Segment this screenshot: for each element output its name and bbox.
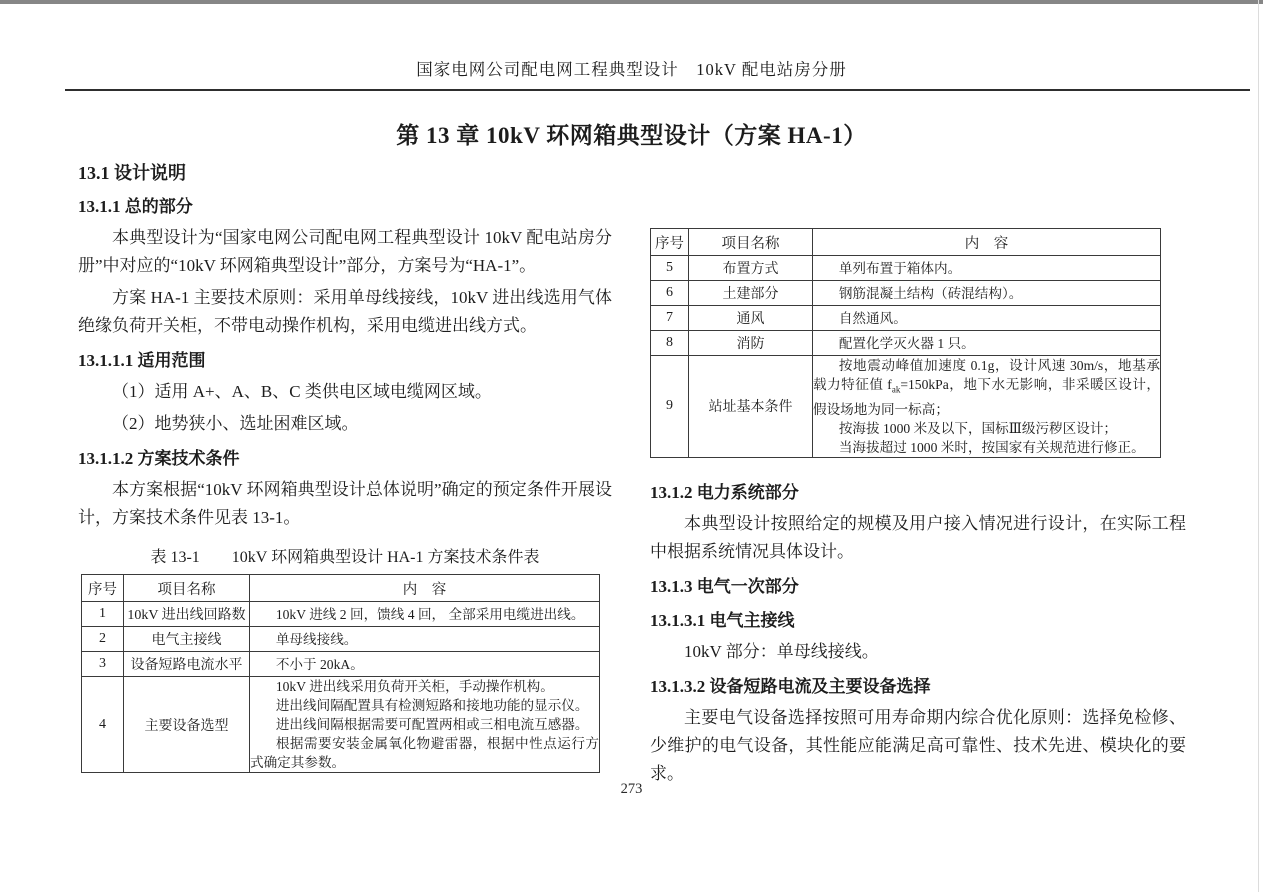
cell-no: 9 bbox=[651, 356, 689, 458]
running-header: 国家电网公司配电网工程典型设计 10kV 配电站房分册 bbox=[416, 60, 847, 79]
paragraph: 本方案根据“10kV 环网箱典型设计总体说明”确定的预定条件开展设计，方案技术条件见表 13-1。 bbox=[78, 480, 612, 527]
section-heading-13-1-3-2: 13.1.3.2 设备短路电流及主要设备选择 bbox=[650, 676, 931, 696]
section-heading-13-1: 13.1 设计说明 bbox=[78, 163, 186, 183]
cell-no: 4 bbox=[82, 677, 124, 773]
cell-text: =150kPa，地下水无影响，非采暖区设计，假设场地为同一标高； bbox=[813, 377, 1160, 417]
cell-paragraph: 当海拔超过 1000 米时，按国家有关规范进行修正。 bbox=[838, 439, 1145, 455]
scan-artifact-right-edge bbox=[1258, 0, 1259, 892]
section-heading-13-1-1: 13.1.1 总的部分 bbox=[78, 197, 193, 216]
cell-no: 6 bbox=[651, 281, 689, 306]
cell-paragraph: 自然通风。 bbox=[838, 310, 907, 326]
spec-table-part2 bbox=[650, 228, 1161, 458]
cell-paragraph: 配置化学灭火器 1 只。 bbox=[838, 335, 975, 351]
section-heading-13-1-2: 13.1.2 电力系统部分 bbox=[650, 482, 799, 502]
table-row bbox=[651, 256, 1161, 281]
table-row bbox=[651, 306, 1161, 331]
cell-name: 站址基本条件 bbox=[689, 356, 813, 458]
cell-name: 电气主接线 bbox=[124, 627, 250, 652]
cell-text: 按地震动峰值加速度 0.1g，设计风速 30m/s，地基承载力特征值 f bbox=[813, 358, 1160, 392]
column-header-no: 序号 bbox=[82, 575, 124, 602]
cell-paragraph: 单列布置于箱体内。 bbox=[838, 260, 962, 276]
left-column bbox=[78, 160, 612, 773]
section-heading-13-1-3-1: 13.1.3.1 电气主接线 bbox=[650, 610, 795, 630]
cell-no: 7 bbox=[651, 306, 689, 331]
cell-paragraph: 按海拔 1000 米及以下，国标Ⅲ级污秽区设计； bbox=[838, 420, 1118, 436]
cell-paragraph: 10kV 进出线采用负荷开关柜，手动操作机构。 bbox=[275, 679, 554, 694]
cell-paragraph: 单母线接线。 bbox=[275, 631, 358, 647]
cell-content bbox=[250, 602, 600, 627]
list-item: （1）适用 A+、A、B、C 类供电区域电缆网区域。 bbox=[112, 382, 492, 401]
table-header-row bbox=[82, 575, 600, 602]
table-row bbox=[82, 602, 600, 627]
header-rule bbox=[65, 89, 1250, 91]
cell-paragraph: 钢筋混凝土结构（砖混结构）。 bbox=[838, 285, 1023, 301]
cell-content bbox=[250, 627, 600, 652]
cell-paragraph: 根据需要安装金属氧化物避雷器，根据中性点运行方式确定其参数。 bbox=[250, 736, 599, 770]
table-row bbox=[82, 652, 600, 677]
list-item: （2）地势狭小、选址困难区域。 bbox=[112, 414, 359, 433]
right-column bbox=[650, 160, 1186, 788]
cell-content bbox=[250, 677, 600, 773]
column-header-no: 序号 bbox=[651, 229, 689, 256]
cell-name: 设备短路电流水平 bbox=[124, 652, 250, 677]
cell-content bbox=[250, 652, 600, 677]
cell-no: 2 bbox=[82, 627, 124, 652]
table-row bbox=[82, 677, 600, 773]
section-heading-13-1-3: 13.1.3 电气一次部分 bbox=[650, 576, 799, 596]
cell-content bbox=[813, 356, 1161, 458]
cell-no: 8 bbox=[651, 331, 689, 356]
section-heading-13-1-1-1: 13.1.1.1 适用范围 bbox=[78, 351, 206, 370]
cell-name: 主要设备选型 bbox=[124, 677, 250, 773]
column-header-content: 内 容 bbox=[813, 229, 1161, 256]
page-number: 273 bbox=[620, 781, 643, 797]
paragraph: 主要电气设备选择按照可用寿命期内综合优化原则：选择免检修、少维护的电气设备，其性能应能满足高可靠性、技术先进、模块化的要求。 bbox=[650, 707, 1186, 783]
scan-artifact-top-edge bbox=[0, 0, 1263, 4]
table-row bbox=[651, 356, 1161, 458]
cell-no: 1 bbox=[82, 602, 124, 627]
cell-content bbox=[813, 306, 1161, 331]
cell-name: 土建部分 bbox=[689, 281, 813, 306]
table-row bbox=[651, 281, 1161, 306]
cell-no: 5 bbox=[651, 256, 689, 281]
section-heading-13-1-1-2: 13.1.1.2 方案技术条件 bbox=[78, 449, 240, 468]
table-caption: 表 13-1 10kV 环网箱典型设计 HA-1 方案技术条件表 bbox=[150, 549, 540, 566]
cell-paragraph: 进出线间隔根据需要可配置两相或三相电流互感器。 bbox=[275, 717, 589, 732]
table-row bbox=[651, 331, 1161, 356]
cell-name: 通风 bbox=[689, 306, 813, 331]
cell-paragraph bbox=[813, 356, 1160, 419]
column-header-name: 项目名称 bbox=[124, 575, 250, 602]
paragraph: 本典型设计为“国家电网公司配电网工程典型设计 10kV 配电站房分册”中对应的“10kV 环网箱典型设计”部分，方案号为“HA-1”。 bbox=[78, 228, 612, 275]
cell-content bbox=[813, 256, 1161, 281]
two-column-layout bbox=[78, 160, 1186, 788]
column-header-name: 项目名称 bbox=[689, 229, 813, 256]
table-row bbox=[82, 627, 600, 652]
cell-name: 布置方式 bbox=[689, 256, 813, 281]
cell-name: 10kV 进出线回路数 bbox=[124, 602, 250, 627]
cell-content bbox=[813, 281, 1161, 306]
paragraph: 10kV 部分：单母线接线。 bbox=[684, 641, 879, 661]
chapter-title: 第 13 章 10kV 环网箱典型设计（方案 HA-1） bbox=[396, 123, 867, 148]
paragraph: 方案 HA-1 主要技术原则：采用单母线接线，10kV 进出线选用气体绝缘负荷开关柜，不带电动操作机构，采用电缆进出线方式。 bbox=[78, 288, 612, 335]
cell-paragraph: 10kV 进线 2 回，馈线 4 回， 全部采用电缆进出线。 bbox=[275, 606, 585, 622]
cell-paragraph: 不小于 20kA。 bbox=[275, 656, 364, 672]
cell-no: 3 bbox=[82, 652, 124, 677]
column-header-content: 内 容 bbox=[250, 575, 600, 602]
paragraph: 本典型设计按照给定的规模及用户接入情况进行设计，在实际工程中根据系统情况具体设计。 bbox=[650, 513, 1186, 561]
subscript-text: ak bbox=[891, 384, 901, 395]
cell-name: 消防 bbox=[689, 331, 813, 356]
cell-paragraph: 进出线间隔配置具有检测短路和接地功能的显示仪。 bbox=[275, 698, 589, 713]
cell-content bbox=[813, 331, 1161, 356]
table-header-row bbox=[651, 229, 1161, 256]
spec-table-part1 bbox=[81, 574, 600, 773]
